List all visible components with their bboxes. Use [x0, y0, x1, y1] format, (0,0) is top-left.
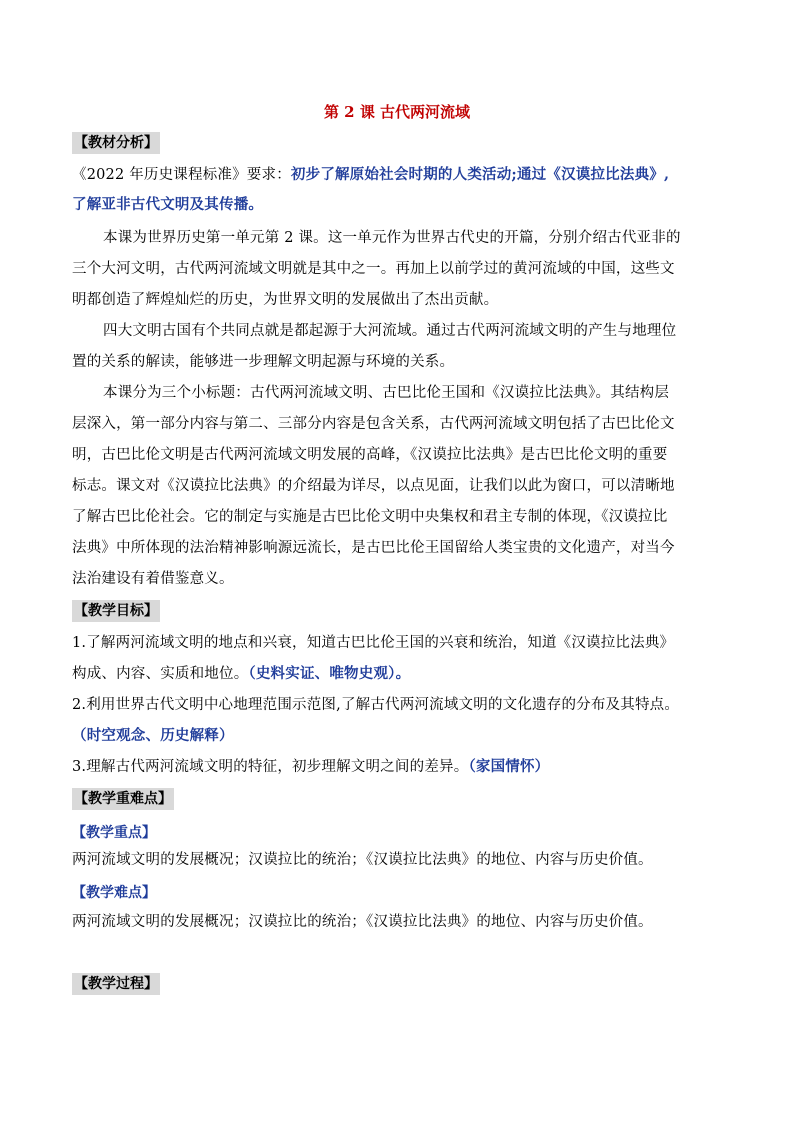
- paragraph-1-line-3: 明都创造了辉煌灿烂的历史，为世界文明的发展做出了杰出贡献。: [72, 292, 499, 308]
- standard-requirement-1: 初步了解原始社会时期的人类活动;通过《汉谟拉比法典》,: [290, 166, 670, 183]
- paragraph-3-line-5: 了解古巴比伦社会。它的制定与实施是古巴比伦文明中央集权和君主专制的体现，《汉谟拉比: [72, 509, 668, 525]
- standard-line-1: [72, 165, 732, 185]
- paragraph-2-line-1: 四大文明古国有个共同点就是都起源于大河流域。通过古代两河流域文明的产生与地理位: [103, 323, 677, 339]
- goal-1-line-1: 1.了解两河流域文明的地点和兴衰，知道古巴比伦王国的兴衰和统治，知道《汉谟拉比法典》: [72, 635, 675, 651]
- subheader-difficult-points: 【教学难点】: [72, 885, 156, 901]
- standard-prefix: 《2022 年历史课程标准》要求：: [72, 167, 291, 183]
- goal-3-literacy-tag: （家国情怀）: [468, 758, 550, 775]
- section-header-goals: 【教学目标】: [72, 600, 160, 622]
- paragraph-1-line-2: 三个大河文明，古代两河流域文明就是其中之一。再加上以前学过的黄河流域的中国，这些文: [72, 261, 675, 277]
- paragraph-3-line-4: 标志。课文对《汉谟拉比法典》的介绍最为详尽，以点见面，让我们以此为窗口，可以清晰地: [72, 478, 675, 494]
- paragraph-3-line-3: 明，古巴比伦文明是古代两河流域文明发展的高峰，《汉谟拉比法典》是古巴比伦文明的重要: [72, 447, 668, 463]
- goal-2-literacy-tag: （时空观念、历史解释）: [72, 727, 234, 744]
- subheader-key-points: 【教学重点】: [72, 825, 156, 841]
- paragraph-3-line-6: 法典》中所体现的法治精神影响源远流长，是古巴比伦王国留给人类宝贵的文化遗产，对当今: [72, 540, 675, 556]
- key-points-text: 两河流域文明的发展概况；汉谟拉比的统治；《汉谟拉比法典》的地位、内容与历史价值。: [72, 852, 653, 868]
- goal-1-literacy-tag: （史料实证、唯物史观）。: [248, 665, 411, 682]
- paragraph-3-line-2: 层深入，第一部分内容与第二、三部分内容是包含关系，古代两河流域文明包括了古巴比伦文: [72, 416, 675, 432]
- section-header-process: 【教学过程】: [72, 973, 160, 995]
- paragraph-3-line-1: 本课分为三个小标题：古代两河流域文明、古巴比伦王国和《汉谟拉比法典》。其结构层: [103, 385, 670, 401]
- goal-3-line-1: [72, 757, 732, 777]
- goal-1-text: 构成、内容、实质和地位。: [72, 666, 249, 682]
- goal-3-text: 3.理解古代两河流域文明的特征，初步理解文明之间的差异。: [72, 759, 469, 775]
- goal-1-line-2: [72, 664, 732, 684]
- standard-requirement-2: 了解亚非古代文明及其传播。: [72, 196, 264, 213]
- section-header-keypoints: 【教学重难点】: [72, 788, 174, 810]
- page-title: 第 2 课 古代两河流域: [323, 103, 471, 121]
- section-header-analysis: 【教材分析】: [72, 132, 160, 154]
- paragraph-2-line-2: 置的关系的解读，能够进一步理解文明起源与环境的关系。: [72, 354, 455, 370]
- difficult-points-text: 两河流域文明的发展概况；汉谟拉比的统治；《汉谟拉比法典》的地位、内容与历史价值。: [72, 914, 653, 930]
- paragraph-3-line-7: 法治建设有着借鉴意义。: [72, 571, 234, 587]
- goal-2-line-1: 2.利用世界古代文明中心地理范围示范图,了解古代两河流域文明的文化遗存的分布及其特点。: [72, 697, 680, 713]
- paragraph-1-line-1: 本课为世界历史第一单元第 2 课。这一单元作为世界古代史的开篇，分别介绍古代亚非的: [103, 230, 681, 246]
